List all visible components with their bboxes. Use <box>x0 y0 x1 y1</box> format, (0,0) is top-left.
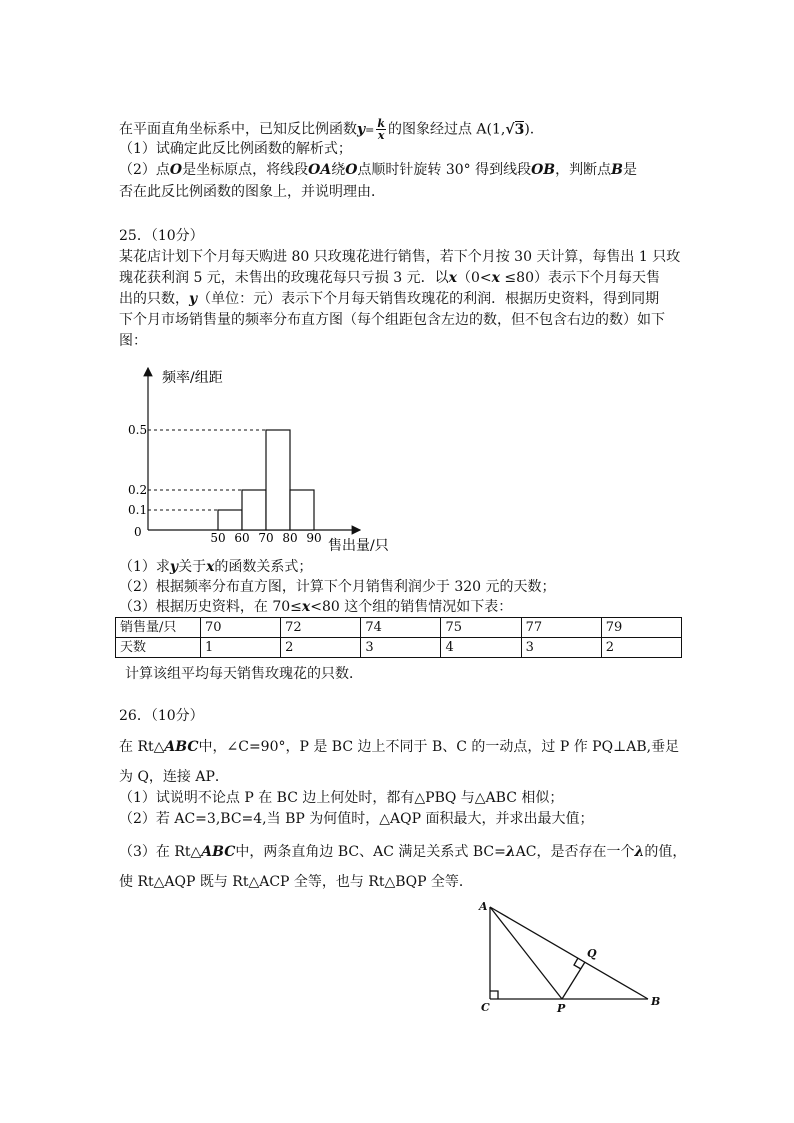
table-cell: 77 <box>521 618 601 638</box>
q25-sub1: （1）求y关于x的函数关系式； <box>119 559 313 575</box>
segment-AB <box>490 907 648 999</box>
func-y: y <box>357 121 366 138</box>
q26-line4: （2）若 AC=3,BC=4,当 BP 为何值时，△AQP 面积最大，并求出最大值； <box>119 811 594 827</box>
q24-line2: （1）试确定此反比例函数的解析式； <box>119 141 352 157</box>
label-Q: Q <box>587 947 597 960</box>
table-row <box>116 618 682 638</box>
q26-header: 26．（10分） <box>119 708 204 724</box>
table-row <box>116 638 682 658</box>
table-cell: 3 <box>521 638 601 658</box>
table-cell: 2 <box>281 638 361 658</box>
x-tick-label: 90 <box>306 531 322 545</box>
table-cell: 天数 <box>116 638 201 658</box>
sales-table <box>115 617 682 658</box>
label-B: B <box>651 995 661 1008</box>
q26-line1: 在 Rt△ABC中，∠C=90°，P 是 BC 边上不同于 B、C 的一动点，过 P 作 PQ⊥AB,垂足 <box>119 739 680 755</box>
fraction-k-over-x: $\frac{k}{x}$ <box>377 117 385 142</box>
triangle-figure <box>470 895 670 1020</box>
frequency-histogram <box>118 360 418 555</box>
x-tick-label: 70 <box>258 531 274 545</box>
x-tick-label: 80 <box>282 531 298 545</box>
x-tick-label: 50 <box>210 531 226 545</box>
table-cell: 75 <box>441 618 521 638</box>
y-tick-label: 0.5 <box>128 423 148 437</box>
x-axis-label: 售出量/只 <box>328 538 389 554</box>
table-cell: 72 <box>281 618 361 638</box>
q25-p4: 下个月市场销售量的频率分布直方图（每个组距包含左边的数，但不包含右边的数）如下 <box>119 312 665 328</box>
table-cell: 3 <box>361 638 441 658</box>
segment-PQ <box>562 962 585 999</box>
q26-line6: 使 Rt△AQP 既与 Rt△ACP 全等，也与 Rt△BQP 全等． <box>119 874 473 890</box>
histogram-bar <box>218 510 242 530</box>
q24-line4: 否在此反比例函数的图象上，并说明理由． <box>119 184 385 200</box>
histogram-bar <box>290 490 314 530</box>
q26-line2: 为 Q，连接 AP． <box>119 769 229 785</box>
q25-p2: 瑰花获利润 5 元，未售出的玫瑰花每只亏损 3 元．以x（0<x ≤80）表示下个月每天售 <box>119 270 660 286</box>
q26-line5: （3）在 Rt△ABC中，两条直角边 BC、AC 满足关系式 BC=λAC，是否存在一个λ的值， <box>119 844 687 860</box>
label-P: P <box>557 1002 566 1015</box>
label-A: A <box>479 900 488 913</box>
segment-AP <box>490 907 562 999</box>
q24-line3: （2）点O是坐标原点，将线段OA绕O点顺时针旋转 30° 得到线段OB，判断点B是 <box>119 162 637 178</box>
table-cell: 销售量/只 <box>116 618 201 638</box>
histogram-bar <box>266 430 290 530</box>
table-cell: 70 <box>201 618 281 638</box>
q25-after-table: 计算该组平均每天销售玫瑰花的只数． <box>125 666 363 682</box>
q26-line3: （1）试说明不论点 P 在 BC 边上何处时，都有△PBQ 与△ABC 相似； <box>119 790 564 806</box>
q25-header: 25．（10分） <box>119 228 204 244</box>
y-tick-label: 0.1 <box>128 503 148 517</box>
q25-p1: 某花店计划下个月每天购进 80 只玫瑰花进行销售，若下个月按 30 天计算，每售出 1 只玫 <box>119 249 681 265</box>
func-eq: = <box>365 123 375 137</box>
sqrt-symbol: √3 <box>505 121 525 138</box>
table-cell: 79 <box>601 618 681 638</box>
q25-sub2: （2）根据频率分布直方图，计算下个月销售利润少于 320 元的天数； <box>119 579 556 595</box>
q25-p5: 图： <box>119 333 147 349</box>
histogram-bar <box>242 490 266 530</box>
q25-sub3: （3）根据历史资料，在 70≤x<80 这个组的销售情况如下表： <box>119 599 513 615</box>
y-tick-label: 0.2 <box>128 483 148 497</box>
x-tick-label: 60 <box>234 531 250 545</box>
q24-line1: 在平面直角坐标系中，已知反比例函数y= $\frac{k}{x}$ 的图象经过点 A(1,√3). <box>119 117 535 142</box>
y-axis-label: 频率/组距 <box>162 370 223 386</box>
q25-p3: 出的只数，y（单位：元）表示下个月每天销售玫瑰花的利润．根据历史资料，得到同期 <box>119 291 660 307</box>
label-C: C <box>481 1001 490 1014</box>
table-cell: 2 <box>601 638 681 658</box>
table-cell: 74 <box>361 618 441 638</box>
right-angle-C <box>490 991 498 999</box>
table-cell: 4 <box>441 638 521 658</box>
table-cell: 1 <box>201 638 281 658</box>
origin-label: 0 <box>134 525 142 539</box>
